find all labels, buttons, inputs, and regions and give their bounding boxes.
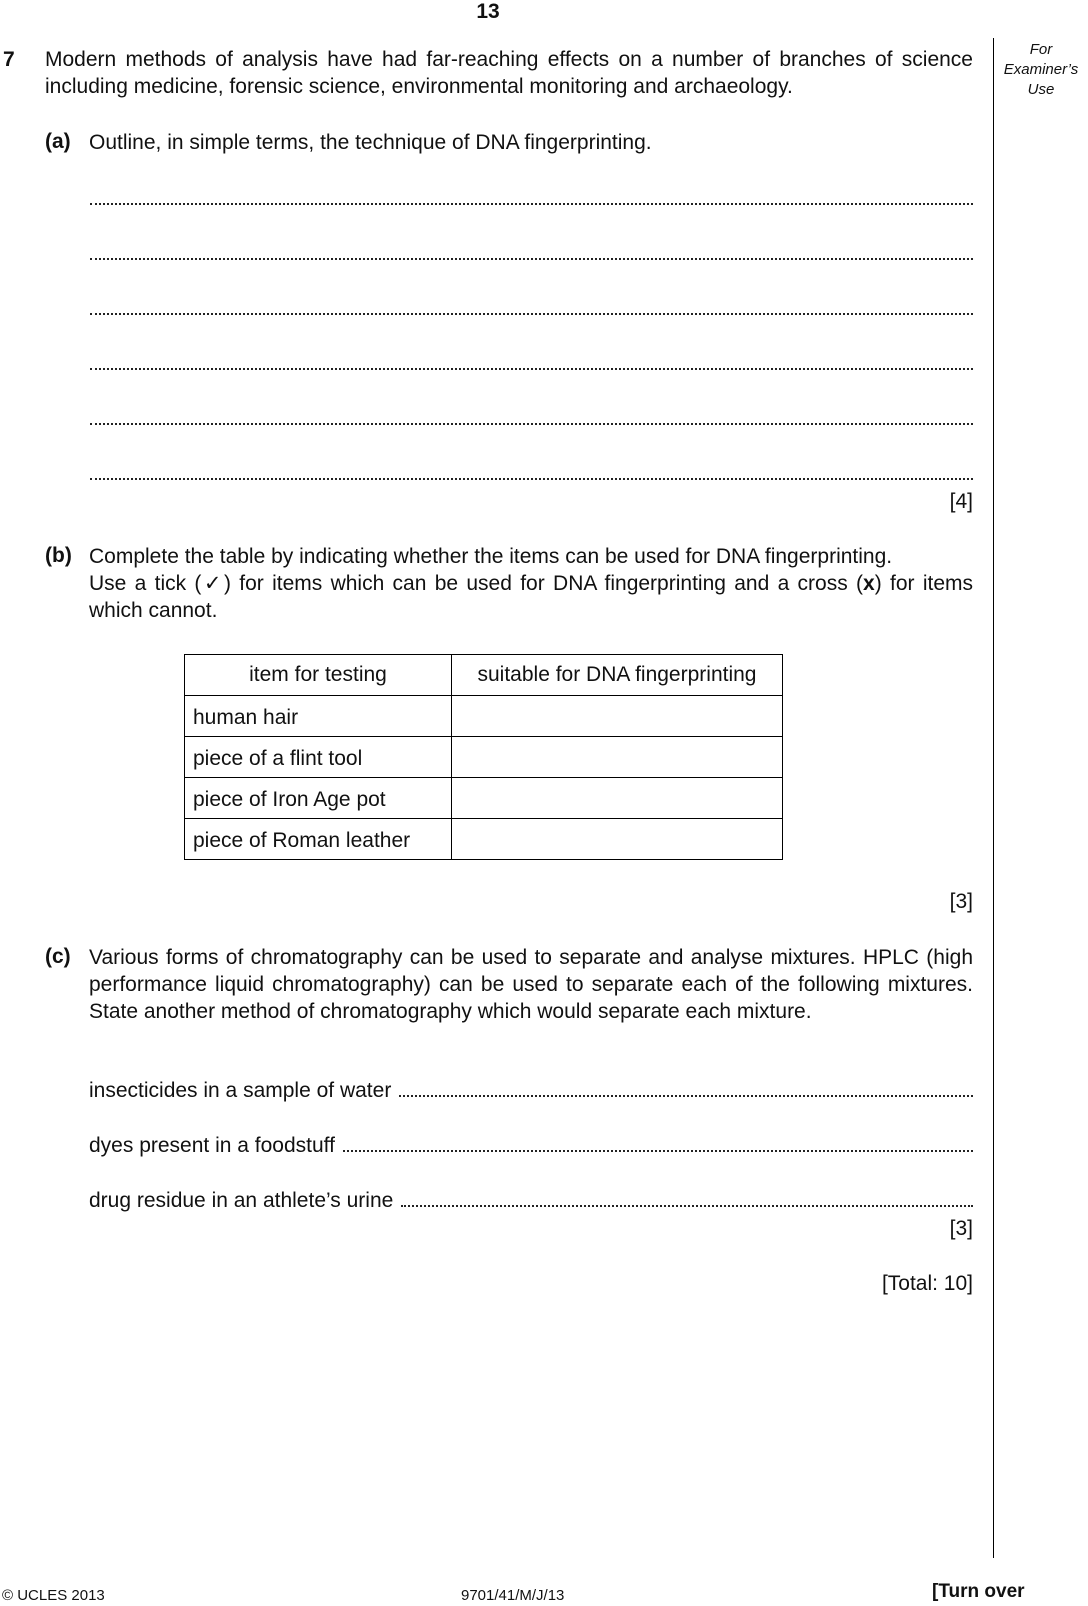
table-row — [185, 819, 783, 860]
answer-line-a6[interactable] — [90, 464, 973, 480]
examiner-use-label — [994, 40, 1088, 100]
part-b-instructions — [89, 543, 973, 624]
part-a-question: Outline, in simple terms, the technique of DNA fingerprinting. — [89, 131, 652, 154]
table-cell-item: human hair — [185, 696, 452, 737]
part-c-item-2-label: dyes present in a foodstuff — [89, 1134, 335, 1157]
part-c-item-1 — [89, 1079, 973, 1103]
answer-line-c3[interactable] — [401, 1189, 973, 1207]
answer-line-a3[interactable] — [90, 299, 973, 315]
part-c-item-1-label: insecticides in a sample of water — [89, 1079, 392, 1102]
part-c-item-3-label: drug residue in an athlete’s urine — [89, 1189, 394, 1212]
part-b-line-2 — [89, 570, 973, 624]
part-c-item-2 — [89, 1134, 973, 1158]
part-b-line-2-post: ) for items which cannot. — [89, 572, 973, 622]
table-row — [185, 778, 783, 819]
answer-line-c1[interactable] — [399, 1079, 973, 1097]
table-header-item: item for testing — [185, 655, 452, 696]
footer-copyright: © UCLES 2013 — [2, 1587, 105, 1604]
table-cell-item: piece of Roman leather — [185, 819, 452, 860]
answer-line-a2[interactable] — [90, 244, 973, 260]
question-stem: Modern methods of analysis have had far-reaching effects on a number of branches of science including medicine, forensic science, environmental monitoring and archaeology. — [45, 48, 973, 98]
table-header-row — [185, 655, 783, 696]
part-c-question: Various forms of chromatography can be used to separate and analyse mixtures. HPLC (high performance liquid chromatography) can be used to separate each of the following mixtures. State another method of chromatography which would separate each mixture. — [89, 946, 973, 1023]
turn-over-label: [Turn over — [932, 1581, 1025, 1602]
part-c-mark: [3] — [949, 1217, 973, 1240]
answer-line-a5[interactable] — [90, 409, 973, 425]
table-cell-item: piece of a flint tool — [185, 737, 452, 778]
question-number: 7 — [3, 48, 15, 71]
part-b-line-2-pre: Use a tick ( — [89, 572, 202, 595]
table-cell-answer[interactable] — [452, 737, 783, 778]
part-c-label: (c) — [45, 945, 71, 968]
table-row — [185, 696, 783, 737]
table-cell-answer[interactable] — [452, 696, 783, 737]
dna-fingerprinting-table — [184, 654, 783, 860]
part-b-line-1: Complete the table by indicating whether the items can be used for DNA fingerprinting. — [89, 545, 893, 568]
part-c-item-3 — [89, 1189, 973, 1213]
examiner-label-line-3: Use — [1027, 81, 1055, 98]
part-b-line-2-mid: ) for items which can be used for DNA fingerprinting and a cross ( — [223, 572, 864, 595]
page-number: 13 — [476, 0, 500, 23]
table-cell-answer[interactable] — [452, 819, 783, 860]
examiner-margin-rule — [993, 38, 994, 1558]
answer-line-a1[interactable] — [90, 189, 973, 205]
table-row — [185, 737, 783, 778]
table-cell-item: piece of Iron Age pot — [185, 778, 452, 819]
answer-line-a4[interactable] — [90, 354, 973, 370]
examiner-label-line-2: Examiner’s — [1003, 61, 1079, 78]
question-total-mark: [Total: 10] — [881, 1272, 973, 1295]
cross-symbol: x — [863, 572, 875, 595]
tick-symbol: ✓ — [201, 572, 224, 595]
table-header-suitable: suitable for DNA fingerprinting — [452, 655, 783, 696]
part-a-mark: [4] — [949, 490, 973, 513]
footer-paper-code: 9701/41/M/J/13 — [461, 1587, 565, 1604]
examiner-label-line-1: For — [1029, 41, 1053, 58]
part-b-mark: [3] — [949, 890, 973, 913]
answer-line-c2[interactable] — [343, 1134, 973, 1152]
table-cell-answer[interactable] — [452, 778, 783, 819]
part-b-label: (b) — [45, 544, 72, 567]
part-a-label: (a) — [45, 130, 71, 153]
